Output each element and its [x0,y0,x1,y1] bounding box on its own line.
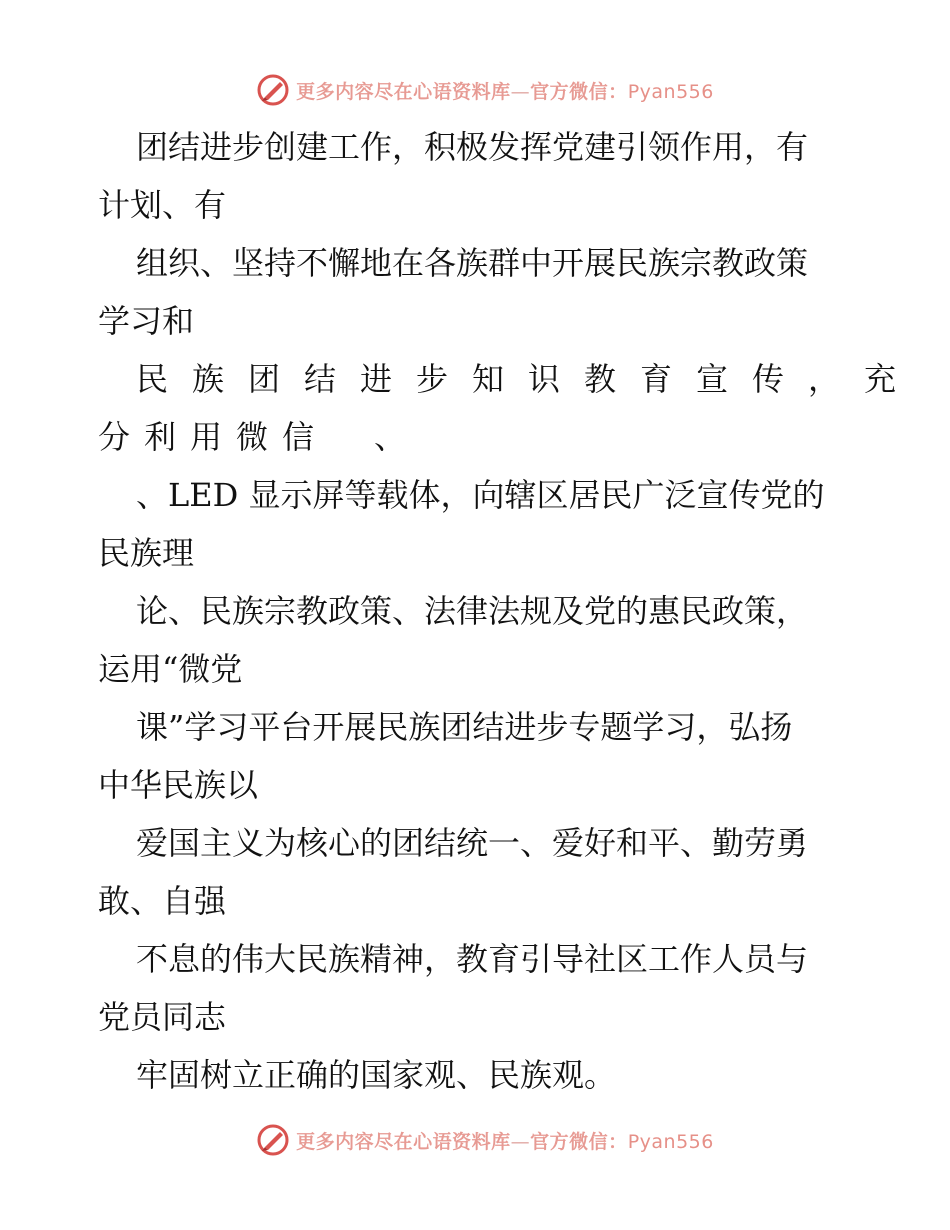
paragraph-line: 中华民族以 [98,766,259,804]
pen-logo-icon [256,1123,290,1157]
paragraph-line: 课”学习平台开展民族团结进步专题学习，弘扬 [136,708,793,746]
paragraph-1 [98,118,858,234]
paragraph-4 [98,466,858,582]
paragraph-line: 敢、自强 [98,882,227,920]
paragraph-line-spaced: 分利用微信 、 [98,418,421,456]
watermark-label: 官方微信： [530,80,628,103]
watermark-separator: — [510,80,531,103]
paragraph-line: 学习和 [98,302,195,340]
document-body [98,118,921,1104]
watermark-text [296,77,714,104]
paragraph-9 [98,1046,858,1104]
paragraph-line: 牢固树立正确的国家观、民族观。 [136,1056,617,1094]
paragraph-5 [98,582,858,698]
paragraph-line: 论、民族宗教政策、法律法规及党的惠民政策， [136,592,809,630]
watermark-wechat-id: Pyan556 [627,1130,714,1153]
paragraph-line: 计划、有 [98,186,227,224]
watermark-text [296,1127,714,1154]
paragraph-line: 不息的伟大民族精神，教育引导社区工作人员与 [136,940,809,978]
paragraph-line: 爱国主义为核心的团结统一、爱好和平、勤劳勇 [136,824,809,862]
footer-watermark-banner [0,1120,950,1160]
paragraph-7 [98,814,858,930]
watermark-main: 更多内容尽在心语资料库 [296,1130,511,1153]
pen-logo-icon [256,73,290,107]
paragraph-6 [98,698,858,814]
paragraph-3 [98,350,921,466]
watermark-group [256,73,714,107]
header-watermark-banner [0,70,950,110]
paragraph-line: 组织、坚持不懈地在各族群中开展民族宗教政策 [136,244,809,282]
watermark-label: 官方微信： [530,1130,628,1153]
paragraph-line: 、LED 显示屏等载体，向辖区居民广泛宣传党的 [136,476,825,514]
watermark-wechat-id: Pyan556 [627,80,714,103]
paragraph-line: 运用“微党 [98,650,243,688]
paragraph-line-spaced: 民族团结进步知识教育宣传，充 [136,360,921,398]
paragraph-line: 党员同志 [98,998,227,1036]
paragraph-8 [98,930,858,1046]
watermark-separator: — [510,1130,531,1153]
paragraph-line: 民族理 [98,534,195,572]
paragraph-line: 团结进步创建工作，积极发挥党建引领作用，有 [136,128,809,166]
watermark-main: 更多内容尽在心语资料库 [296,80,511,103]
paragraph-2 [98,234,858,350]
watermark-group [256,1123,714,1157]
